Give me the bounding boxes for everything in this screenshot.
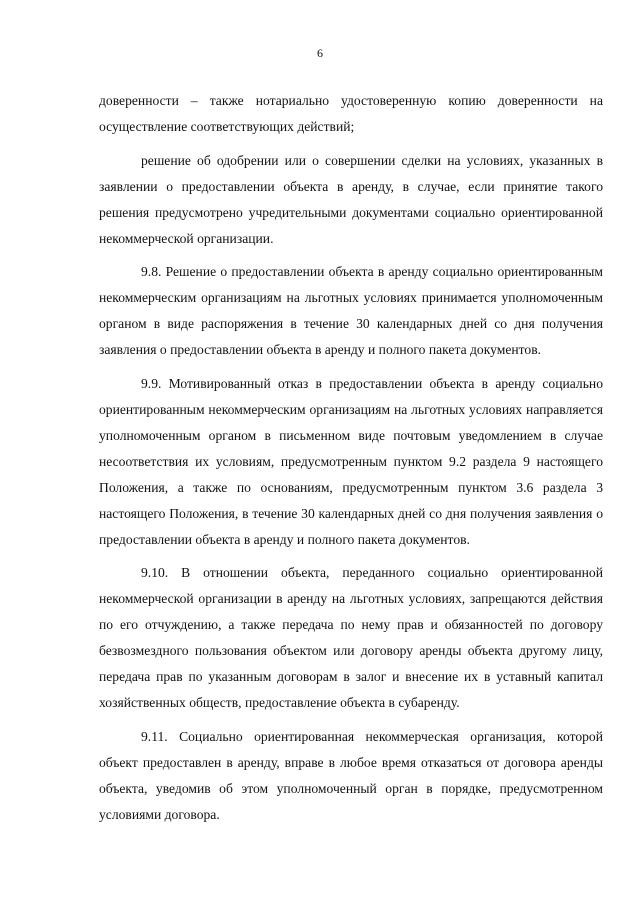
paragraph-decision-approval: решение об одобрении или о совершении сделки на условиях, указанных в заявлении о предоставлении объекта в аренду, в случае, если принятие такого решения предусмотрено учредительными документами социально ориентированной некоммерческой организации.: [99, 152, 603, 246]
paragraph-continuation: доверенности – также нотариально удостоверенную копию доверенности на осуществление соответствующих действий;: [99, 93, 603, 134]
paragraph-9-9: 9.9. Мотивированный отказ в предоставлении объекта в аренду социально ориентированным некоммерческим организациям на льготных условиях направляется уполномоченным органом в письменном виде почтовым уведомлением в случае несоответствия их условиям, предусмотренным пунктом 9.2 раздела 9 настоящего Положения, а также по основаниям, предусмотренным пунктом 3.6 раздела 3 настоящего Положения, в течение 30 календарных дней со дня получения заявления о предоставлении объекта в аренду и полного пакета документов.: [99, 376, 603, 547]
paragraph-9-10: 9.10. В отношении объекта, переданного социально ориентированной некоммерческой организации в аренду на льготных условиях, запрещаются действия по его отчуждению, а также передача по нему прав и обязанностей по договору безвозмездного пользования объектом или договору аренды объекта другому лицу, передача прав по указанным договорам в залог и внесение их в уставный капитал хозяйственных обществ, предоставление объекта в субаренду.: [99, 565, 603, 710]
document-body: [99, 88, 603, 827]
paragraph-9-11: 9.11. Социально ориентированная некоммерческая организация, которой объект предоставлен в аренду, вправе в любое время отказаться от договора аренды объекта, уведомив об этом уполномоченный орган в порядке, предусмотренном условиями договора.: [99, 728, 603, 822]
page-number: 6: [317, 46, 323, 60]
paragraph-9-8: 9.8. Решение о предоставлении объекта в аренду социально ориентированным некоммерческим организациям на льготных условиях принимается уполномоченным органом в виде распоряжения в течение 30 календарных дней со дня получения заявления о предоставлении объекта в аренду и полного пакета документов.: [99, 264, 603, 358]
